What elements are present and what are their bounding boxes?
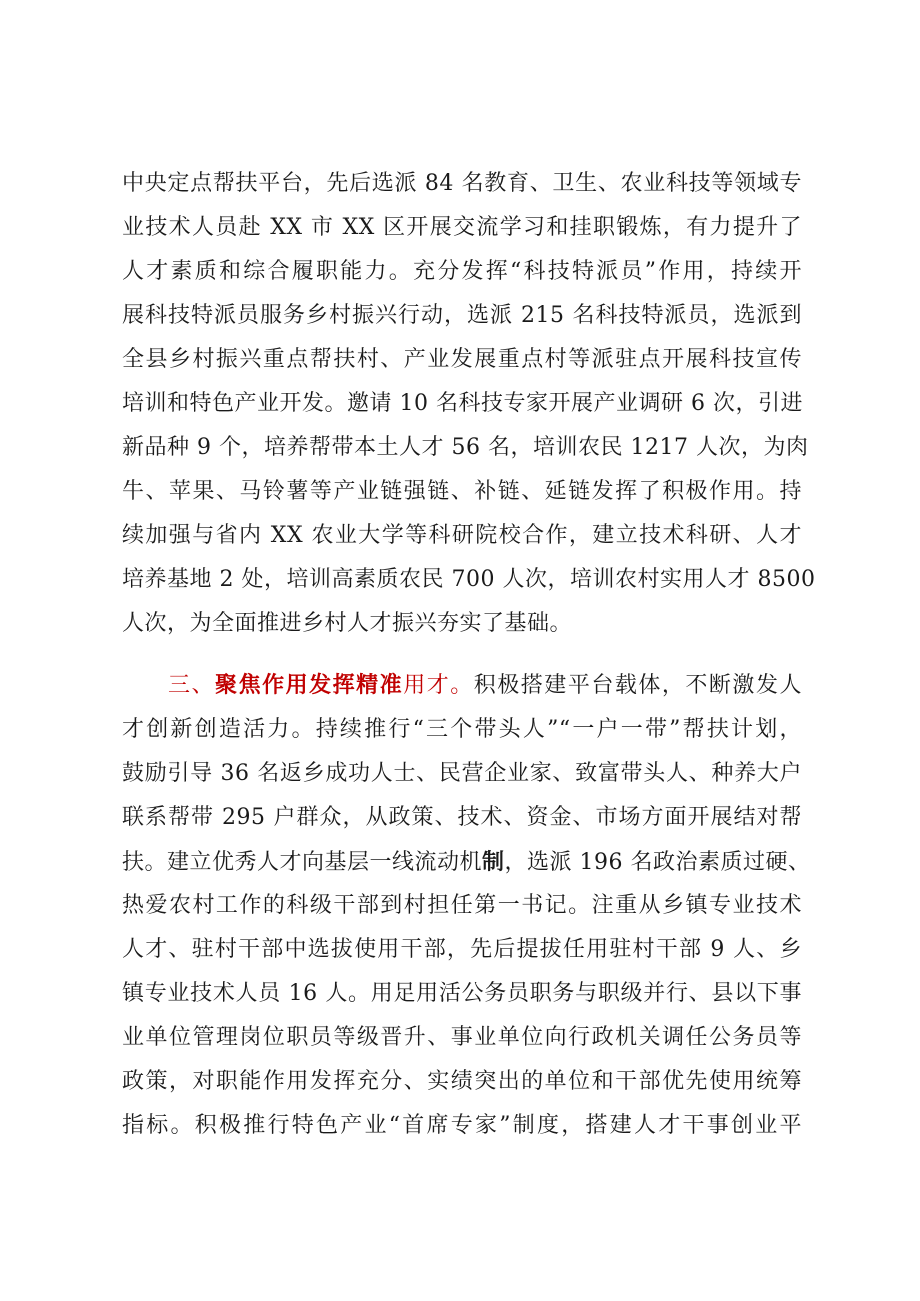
paragraph-line: 续加强与省内 XX 农业大学等科研院校合作，建立技术科研、人才	[122, 523, 802, 548]
paragraph-line: 新品种 9 个，培养帮带本土人才 56 名，培训农民 1217 人次，为肉	[122, 435, 809, 460]
section-heading-line	[122, 664, 802, 708]
paragraph-line: 培养基地 2 处，培训高素质农民 700 人次，培训农村实用人才 8500	[122, 567, 816, 592]
paragraph-line: 培训和特色产业开发。邀请 10 名科技专家开展产业调研 6 次，引进	[122, 391, 803, 416]
paragraph-line-mixed	[122, 840, 811, 884]
paragraph-line: 指标。积极推行特色产业“首席专家”制度，搭建人才干事创业平	[122, 1113, 802, 1138]
paragraph-line: 人才素质和综合履职能力。充分发挥“科技特派员”作用，持续开	[122, 259, 802, 284]
paragraph-line: 业单位管理岗位职员等级晋升、事业单位向行政机关调任公务员等	[122, 1025, 802, 1050]
paragraph-line: 全县乡村振兴重点帮扶村、产业发展重点村等派驻点开展科技宣传	[122, 347, 802, 372]
section-heading-suffix: 用才。	[403, 673, 474, 698]
paragraph-line: 才创新创造活力。持续推行“三个带头人”“一户一带”帮扶计划，	[122, 717, 802, 742]
paragraph-talent-usage	[122, 664, 811, 1148]
bold-character: 制	[482, 849, 505, 875]
section-heading: 聚焦作用发挥精准	[215, 673, 404, 698]
paragraph-line: 鼓励引导 36 名返乡成功人士、民营企业家、致富带头人、种养大户	[122, 761, 802, 786]
paragraph-line: 政策，对职能作用发挥充分、实绩突出的单位和干部优先使用统筹	[122, 1069, 802, 1094]
paragraph-line: 联系帮带 295 户群众，从政策、技术、资金、市场方面开展结对帮	[122, 805, 802, 830]
paragraph-line: 业技术人员赴 XX 市 XX 区开展交流学习和挂职锻炼，有力提升了	[122, 215, 802, 240]
line-text-after: ，选派 196 名政治素质过硬、	[504, 850, 811, 875]
paragraph-line: 展科技特派员服务乡村振兴行动，选派 215 名科技特派员，选派到	[122, 303, 802, 328]
paragraph-line: 热爱农村工作的科级干部到村担任第一书记。注重从乡镇专业技术	[122, 893, 802, 918]
paragraph-line: 人次，为全面推进乡村人才振兴夯实了基础。	[122, 611, 573, 636]
paragraph-talent-exchange	[122, 162, 816, 646]
paragraph-line: 牛、苹果、马铃薯等产业链强链、补链、延链发挥了积极作用。持	[122, 479, 802, 504]
paragraph-line: 镇专业技术人员 16 人。用足用活公务员职务与职级并行、县以下事	[122, 981, 802, 1006]
paragraph-line: 人才、驻村干部中选拔使用干部，先后提拔任用驻村干部 9 人、乡	[122, 937, 802, 962]
paragraph-line-text: 积极搭建平台载体，不断激发人	[473, 673, 802, 698]
paragraph-line: 中央定点帮扶平台，先后选派 84 名教育、卫生、农业科技等领域专	[122, 171, 802, 196]
line-text-before: 扶。建立优秀人才向基层一线流动机	[122, 850, 483, 875]
section-number: 三、	[168, 673, 216, 698]
